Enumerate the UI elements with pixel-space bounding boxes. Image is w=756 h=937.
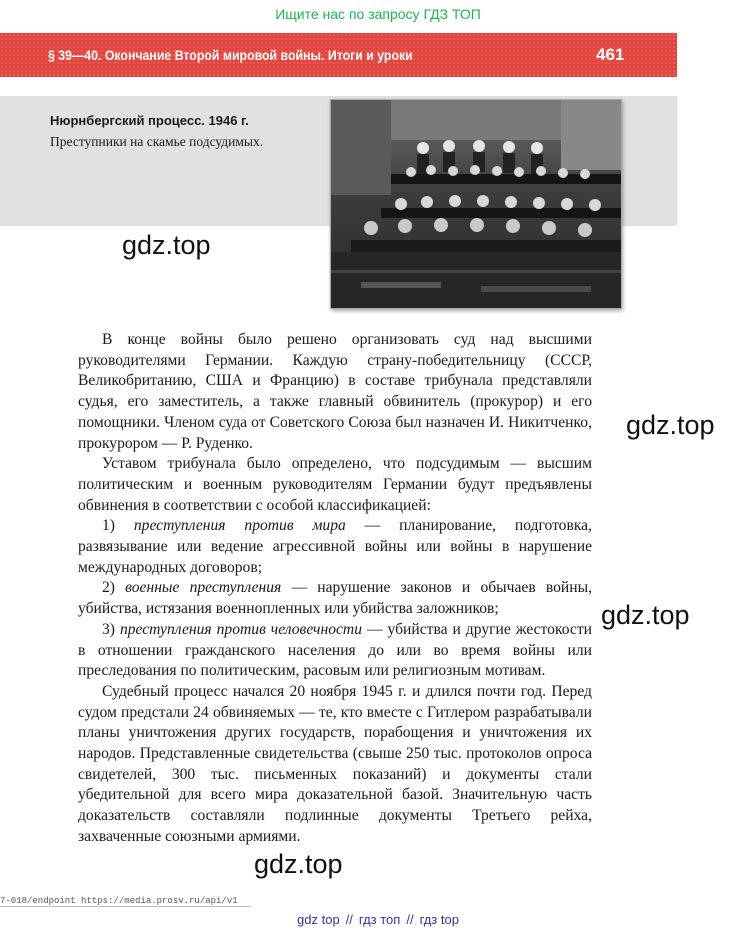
list-item	[78, 516, 592, 578]
list-item	[78, 578, 592, 619]
paragraph: В конце войны было решено организовать суд над высшими руководителями Германии. Каждую страну-победительницу (СССР, Великобританию, США и Францию) в составе трибунала представляли судья, его заместитель, а также главный обвинитель (прокурор) и его помощники. Членом суда от Советского Союза был назначен И. Никитченко, прокурором — Р. Руденко.	[78, 331, 592, 452]
bottom-link[interactable]: гдз top	[419, 912, 459, 927]
list-number: 2)	[102, 579, 126, 597]
bottom-links	[0, 912, 756, 927]
watermark: gdz.top	[122, 230, 211, 260]
list-number: 3)	[102, 620, 120, 638]
definition: — нарушение законов и обычаев войны, убийства, истязания военнопленных или убийства заложников;	[78, 579, 592, 618]
term: преступления против мира	[133, 517, 346, 535]
definition: — убийства и другие жестокости в отношении гражданского населения до или во время войны или преследования по политическим, расовым или религиозным мотивам.	[78, 620, 593, 680]
list-item	[78, 620, 592, 682]
page-number: 461	[596, 45, 625, 64]
paragraph: Судебный процесс начался 20 ноября 1945 г. и длился почти год. Перед судом предстали 24 обвиняемых — те, кто вместе с Гитлером разрабатывали планы уничтожения других государств, порабощения и уничтожения их народов. Представленные свидетельства (свыше 250 тыс. протоколов опроса свидетелей, 300 тыс. письменных показаний) и документы стали убедительной для всего мира доказательной базой. Значительную часть доказательств составляли подлинные документы Третьего рейха, захваченные союзными армиями.	[78, 682, 592, 845]
definition: — планирование, подготовка, развязывание или ведение агрессивной войны или войны в нарушение международных договоров;	[78, 517, 593, 576]
term: военные преступления	[125, 579, 282, 597]
term: преступления против человечности	[119, 620, 362, 638]
bottom-link[interactable]: гдз топ	[358, 912, 401, 927]
watermark: gdz.top	[254, 849, 343, 879]
top-search-link[interactable]: Ищите нас по запросу ГДЗ ТОП	[275, 6, 481, 22]
body-text	[78, 330, 592, 848]
watermark: gdz.top	[601, 600, 690, 630]
separator: //	[345, 912, 353, 927]
separator: //	[406, 912, 414, 927]
historical-photo-icon	[330, 99, 622, 309]
caption-subtitle: Преступники на скамье подсудимых.	[50, 134, 264, 149]
caption-title: Нюрнбергский процесс. 1946 г.	[50, 113, 249, 128]
list-number: 1)	[102, 517, 134, 535]
url-fragment: 7-018/endpoint https://media.prosv.ru/api/v1	[0, 896, 250, 907]
chapter-title: § 39—40. Окончание Второй мировой войны. Итоги и уроки	[48, 47, 413, 63]
photo-illustration	[331, 100, 621, 308]
bottom-link[interactable]: gdz top	[297, 912, 340, 927]
watermark: gdz.top	[626, 410, 715, 440]
chapter-header-bar	[0, 33, 677, 77]
paragraph: Уставом трибунала было определено, что подсудимым — высшим политическим и военным руководителям Германии будут предъявлены обвинения в соответствии с особой классификацией:	[78, 455, 592, 514]
